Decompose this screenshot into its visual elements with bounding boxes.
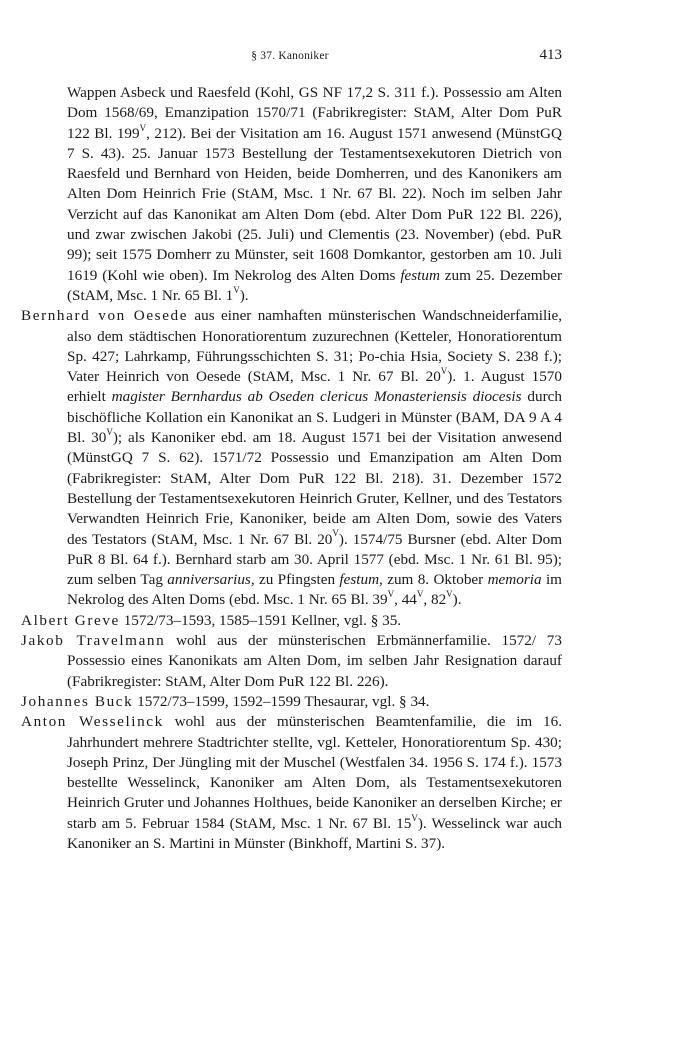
superscript: V bbox=[387, 589, 395, 600]
superscript: V bbox=[446, 589, 453, 600]
page-number: 413 bbox=[539, 47, 562, 63]
superscript: V bbox=[440, 366, 448, 377]
text-run: im Nekrolog des Alten Doms (ebd. Msc. 1 Nr. 65 Bl. 39 bbox=[67, 571, 562, 609]
text-run: 1572/73–1599, 1592–1599 Thesaurar, vgl. § 34. bbox=[133, 692, 430, 710]
text-run: ). 1574/75 Bursner (ebd. Alter Dom PuR 8 Bl. 64 f.). Bernhard starb am 30. April 1577 (ebd. Msc. 1 Nr. 61 Bl. 95); zum selben Tag bbox=[67, 530, 563, 589]
text-run: wohl aus der münsterischen Erbmännerfamilie. 1572/ 73 Possessio eines Kanonikats am Alten Dom, im selben Jahr Resignation darauf (Fabrikregister: StAM, Alter Dom PuR 122 Bl. 226). bbox=[67, 632, 562, 690]
text-run: durch bischöfliche Kollation ein Kanonikat an S. Ludgeri in Münster (BAM, DA 9 A 4 Bl. 30 bbox=[67, 388, 562, 447]
superscript: V bbox=[411, 812, 418, 823]
text-run: ). Wesselinck war auch Kanoniker an S. Martini in Münster (Binkhoff, Martini S. 37). bbox=[67, 814, 562, 852]
text-run: aus einer namhaften münsterischen Wandschneiderfamilie, also dem städtischen Honoratiorentum zuzurechnen (Ketteler, Honoratiorentum Sp. 427; Lahrkamp, Führungsschichten S. 31; Po-chia Hsia, Society S. 238 f.); Vater Heinrich von Oesede (StAM, Msc. 1 Nr. 67 Bl. 20 bbox=[67, 307, 562, 386]
latin-term: festum bbox=[400, 266, 440, 284]
latin-term: festum, bbox=[339, 571, 383, 589]
entry-name: Bernhard von Oesede bbox=[21, 307, 189, 325]
text-run: zu Pfingsten bbox=[254, 571, 340, 589]
register-entry bbox=[21, 631, 562, 692]
text-run: zum 25. Dezember (StAM, Msc. 1 Nr. 65 Bl. 1 bbox=[67, 266, 563, 304]
entry-name: Anton Wesselinck bbox=[21, 713, 164, 731]
text-run: , 44 bbox=[394, 591, 417, 609]
latin-term: memoria bbox=[487, 571, 542, 589]
text-run: zum 8. Oktober bbox=[382, 571, 488, 589]
entry-name: Jakob Travelmann bbox=[21, 632, 166, 650]
register-entry bbox=[21, 712, 562, 854]
entry-name: Johannes Buck bbox=[21, 692, 134, 710]
superscript: V bbox=[233, 284, 240, 295]
text-run: Wappen Asbeck und Raesfeld (Kohl, GS NF 17,2 S. 311 f.). Possessio am Alten Dom 1568/69, Emanzipation 1570/71 (Fabrikregister: StAM, Alter Dom PuR 122 Bl. 199 bbox=[67, 84, 562, 142]
register-entry bbox=[21, 306, 562, 610]
text-run: ). bbox=[239, 286, 249, 304]
page-body bbox=[21, 83, 562, 854]
text-run: 1572/73–1593, 1585–1591 Kellner, vgl. § 35. bbox=[119, 611, 402, 629]
superscript: V bbox=[106, 426, 113, 437]
text-run: ). bbox=[452, 591, 462, 609]
register-entry bbox=[21, 611, 562, 631]
text-run: wohl aus der münsterischen Beamtenfamilie, die im 16. Jahrhundert mehrere Stadtrichter stellte, vgl. Ketteler, Honoratiorentum Sp. 430; Joseph Prinz, Der Jüngling mit der Muschel (Westfalen 34. 1956 S. 174 f.). 1573 bestellte Wesselinck, Kanoniker am Alten Dom, als Testamentsexekutoren Heinrich Gruter und Johannes Holthues, beide Kanoniker an derselben Kirche; er starb am 5. Februar 1584 (StAM, Msc. 1 Nr. 67 Bl. 15 bbox=[67, 713, 562, 832]
entry-name: Albert Greve bbox=[21, 611, 120, 629]
latin-term: anniversarius, bbox=[167, 571, 255, 589]
text-run: , 82 bbox=[423, 591, 447, 609]
running-title: § 37. Kanoniker bbox=[251, 50, 329, 62]
latin-term: magister Bernhardus ab Oseden clericus Monasteriensis diocesis bbox=[111, 388, 522, 406]
text-run: ). 1. August 1570 erhielt bbox=[67, 368, 562, 406]
superscript: V bbox=[332, 528, 339, 539]
continuation-paragraph bbox=[21, 83, 562, 306]
superscript: V bbox=[139, 122, 147, 133]
superscript: V bbox=[416, 589, 424, 600]
text-run: , 212). Bei der Visitation am 16. August 1571 anwesend (MünstGQ 7 S. 43). 25. Januar 1573 Bestellung der Testamentsexekutoren Dietrich von Raesfeld und Bernhard von Heiden, beide Domherren, und des Kanonikers am Alten Dom Heinrich Frie (StAM, Msc. 1 Nr. 67 Bl. 22). Noch im selben Jahr Verzicht auf das Kanonikat am Alten Dom (ebd. Alter Dom PuR 122 Bl. 226), und zwar zwischen Jakobi (25. Juli) und Clementis (23. November) (ebd. PuR 99); seit 1575 Domherr zu Münster, seit 1608 Domkantor, gestorben am 10. Juli 1619 (Kohl wie oben). Im Nekrolog des Alten Doms bbox=[67, 124, 562, 284]
text-run: ); als Kanoniker ebd. am 18. August 1571 bei der Visitation anwesend (MünstGQ 7 S. 62). 1571/72 Possessio und Emanzipation am Alten Dom (Fabrikregister: StAM, Alter Dom PuR 122 Bl. 218). 31. Dezember 1572 Bestellung der Testamentsexekutoren Heinrich Gruter, Kellner, und des Testators Verwandten Heinrich Frie, Kanoniker, beide am Alten Dom, sowie des Vaters des Testators (StAM, Msc. 1 Nr. 67 Bl. 20 bbox=[67, 429, 562, 548]
register-entry bbox=[21, 692, 562, 712]
